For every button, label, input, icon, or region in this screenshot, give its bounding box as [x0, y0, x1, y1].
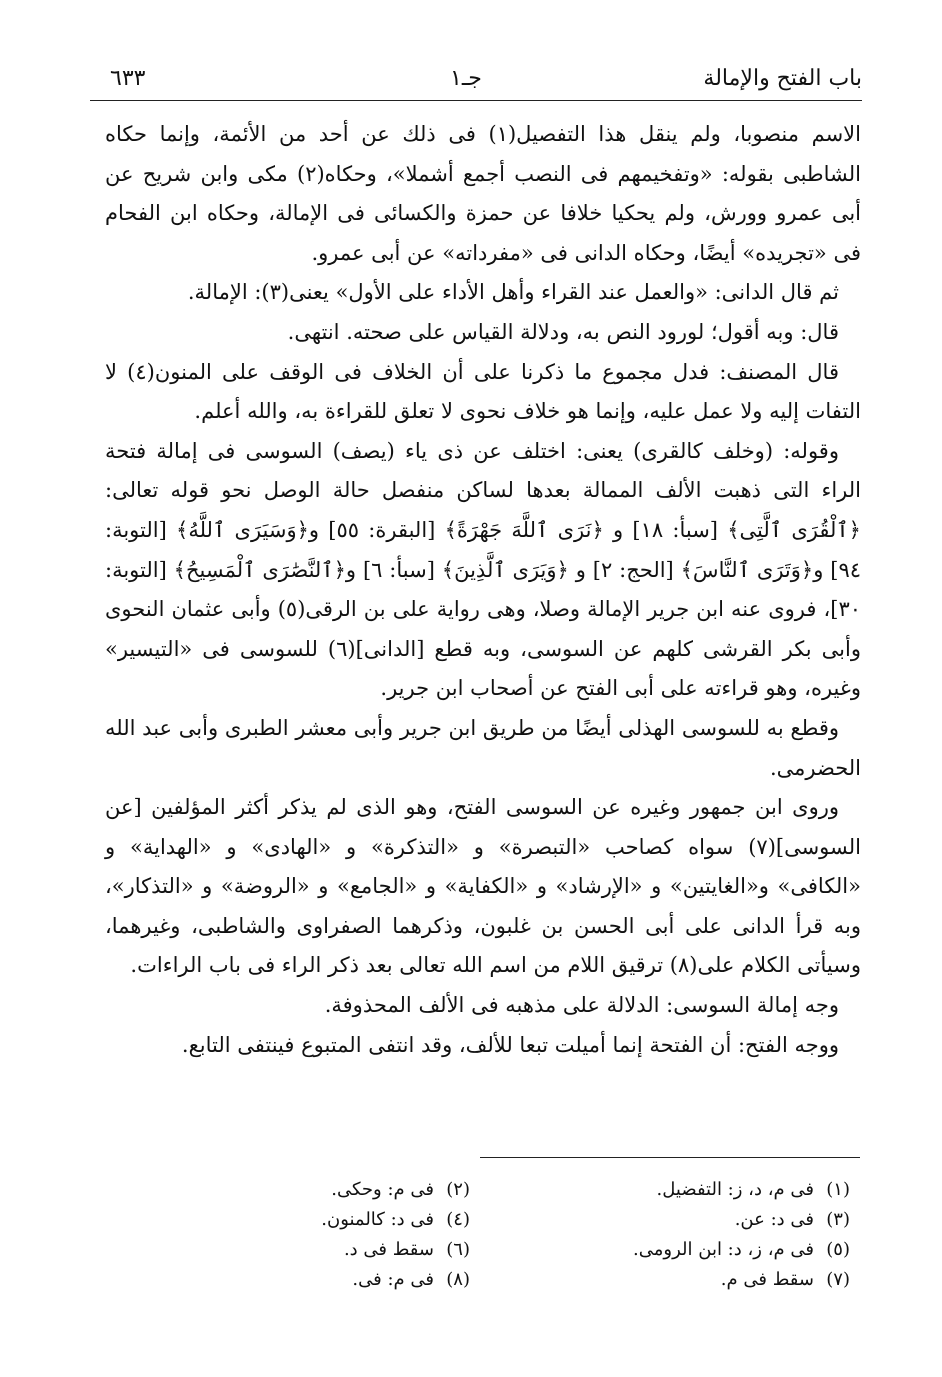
volume-label: جـ١ — [450, 66, 482, 91]
footnote — [110, 1265, 470, 1295]
footnote-text: فى م: فى. — [352, 1269, 434, 1290]
footnote-text: سقط فى د. — [343, 1239, 434, 1260]
footnote-number: (٨) — [446, 1269, 470, 1290]
footnote — [490, 1205, 850, 1235]
paragraph: ثم قال الدانى: «والعمل عند القراء وأهل الأداء على الأول» يعنى(٣): الإمالة. — [187, 280, 839, 305]
footnote-number: (٦) — [446, 1239, 470, 1260]
paragraph: قال: وبه أقول؛ لورود النص به، ودلالة القياس على صحته. انتهى. — [287, 319, 839, 344]
main-text — [105, 115, 861, 1065]
footnote-text: سقط فى م. — [720, 1269, 814, 1290]
footnote-number: (٧) — [826, 1269, 850, 1290]
page-number: ٦٣٣ — [110, 66, 146, 91]
footnote-text: فى د: كالمنون. — [321, 1209, 434, 1230]
footnote — [490, 1265, 850, 1295]
chapter-title: باب الفتح والإمالة — [703, 66, 862, 91]
footnote-text: فى م، د، ز: التفضيل. — [656, 1179, 814, 1200]
footnote-text: فى م: وحكى. — [331, 1179, 434, 1200]
footnote-number: (٣) — [826, 1209, 850, 1230]
paragraph: وقطع به للسوسى الهذلى أيضًا من طريق ابن جرير وأبى معشر الطبرى وأبى عبد الله الحضرمى. — [105, 715, 861, 780]
paragraph: قال المصنف: فدل مجموع ما ذكرنا على أن الخلاف فى الوقف على المنون(٤) لا التفات إليه ولا عمل عليه، وإنما هو خلاف نحوى لا تعلق للقراءة به، والله أعلم. — [105, 359, 861, 424]
paragraph: ووجه الفتح: أن الفتحة إنما أميلت تبعا للألف، وقد انتفى المتبوع فينتفى التابع. — [181, 1032, 839, 1057]
paragraph: وجه إمالة السوسى: الدلالة على مذهبه فى الألف المحذوفة. — [324, 993, 839, 1018]
footnote-rule — [480, 1157, 860, 1158]
footnote-text: فى د: عن. — [734, 1209, 814, 1230]
footnote-number: (٢) — [446, 1179, 470, 1200]
paragraph: وقوله: (وخلف كالقرى) يعنى: اختلف عن ذى ياء (يصف) السوسى فى إمالة فتحة الراء التى ذهبت الألف الممالة بعدها لساكن منفصل حالة الوصل نحو قوله تعالى: ﴿ٱلْقُرَى ٱلَّتِى﴾ [سبأ: ١٨] و ﴿نَرَى ٱللَّهَ جَهْرَةً﴾ [البقرة: ٥٥] و﴿وَسَيَرَى ٱللَّهُ﴾ [التوبة: ٩٤] و﴿وَتَرَى ٱلنَّاسَ﴾ [الحج: ٢] و ﴿وَيَرَى ٱلَّذِينَ﴾ [سبأ: ٦] و﴿ٱلنَّصَٰرَى ٱلْمَسِيحُ﴾ [التوبة: ٣٠]، فروى عنه ابن جرير الإمالة وصلا، وهى رواية على بن الرقى(٥) وأبى عثمان النحوى وأبى بكر القرشى كلهم عن السوسى، وبه قطع [الدانى](٦) للسوسى فى «التيسير» وغيره، وهو قراءته على أبى الفتح عن أصحاب ابن جرير. — [105, 438, 861, 701]
footnote-number: (٤) — [446, 1209, 470, 1230]
footnote — [110, 1205, 470, 1235]
footnote — [110, 1175, 470, 1205]
footnotes-right-column — [490, 1175, 850, 1295]
page-header — [90, 60, 862, 100]
footnote — [490, 1235, 850, 1265]
footnote-text: فى م، ز، د: ابن الرومى. — [633, 1239, 814, 1260]
footnote — [490, 1175, 850, 1205]
footnote — [110, 1235, 470, 1265]
header-rule — [90, 100, 862, 101]
footnote-number: (٥) — [826, 1239, 850, 1260]
footnote-number: (١) — [826, 1179, 850, 1200]
paragraph: وروى ابن جمهور وغيره عن السوسى الفتح، وهو الذى لم يذكر أكثر المؤلفين [عن السوسى](٧) سواه كصاحب «التبصرة» و «التذكرة» و «الهادى» و «الهداية» و «الكافى» و«الغايتين» و «الإرشاد» و «الكفاية» و «الجامع» و «الروضة» و «التذكار»، وبه قرأ الدانى على أبى الحسن بن غلبون، وذكرهما الصفراوى والشاطبى، وغيرهما، وسيأتى الكلام على(٨) ترقيق اللام من اسم الله تعالى بعد ذكر الراء فى باب الراءات. — [105, 795, 861, 978]
paragraph: الاسم منصوبا، ولم ينقل هذا التفصيل(١) فى ذلك عن أحد من الأئمة، وإنما حكاه الشاطبى بقوله: «وتفخيمهم فى النصب أجمع أشملا»، وحكاه(٢) مكى وابن شريح عن أبى عمرو وورش، ولم يحكيا خلافا عن حمزة والكسائى فى الإمالة، وحكاه ابن الفحام فى «تجريده» أيضًا، وحكاه الدانى فى «مفرداته» عن أبى عمرو. — [105, 122, 861, 265]
footnotes-left-column — [110, 1175, 470, 1295]
